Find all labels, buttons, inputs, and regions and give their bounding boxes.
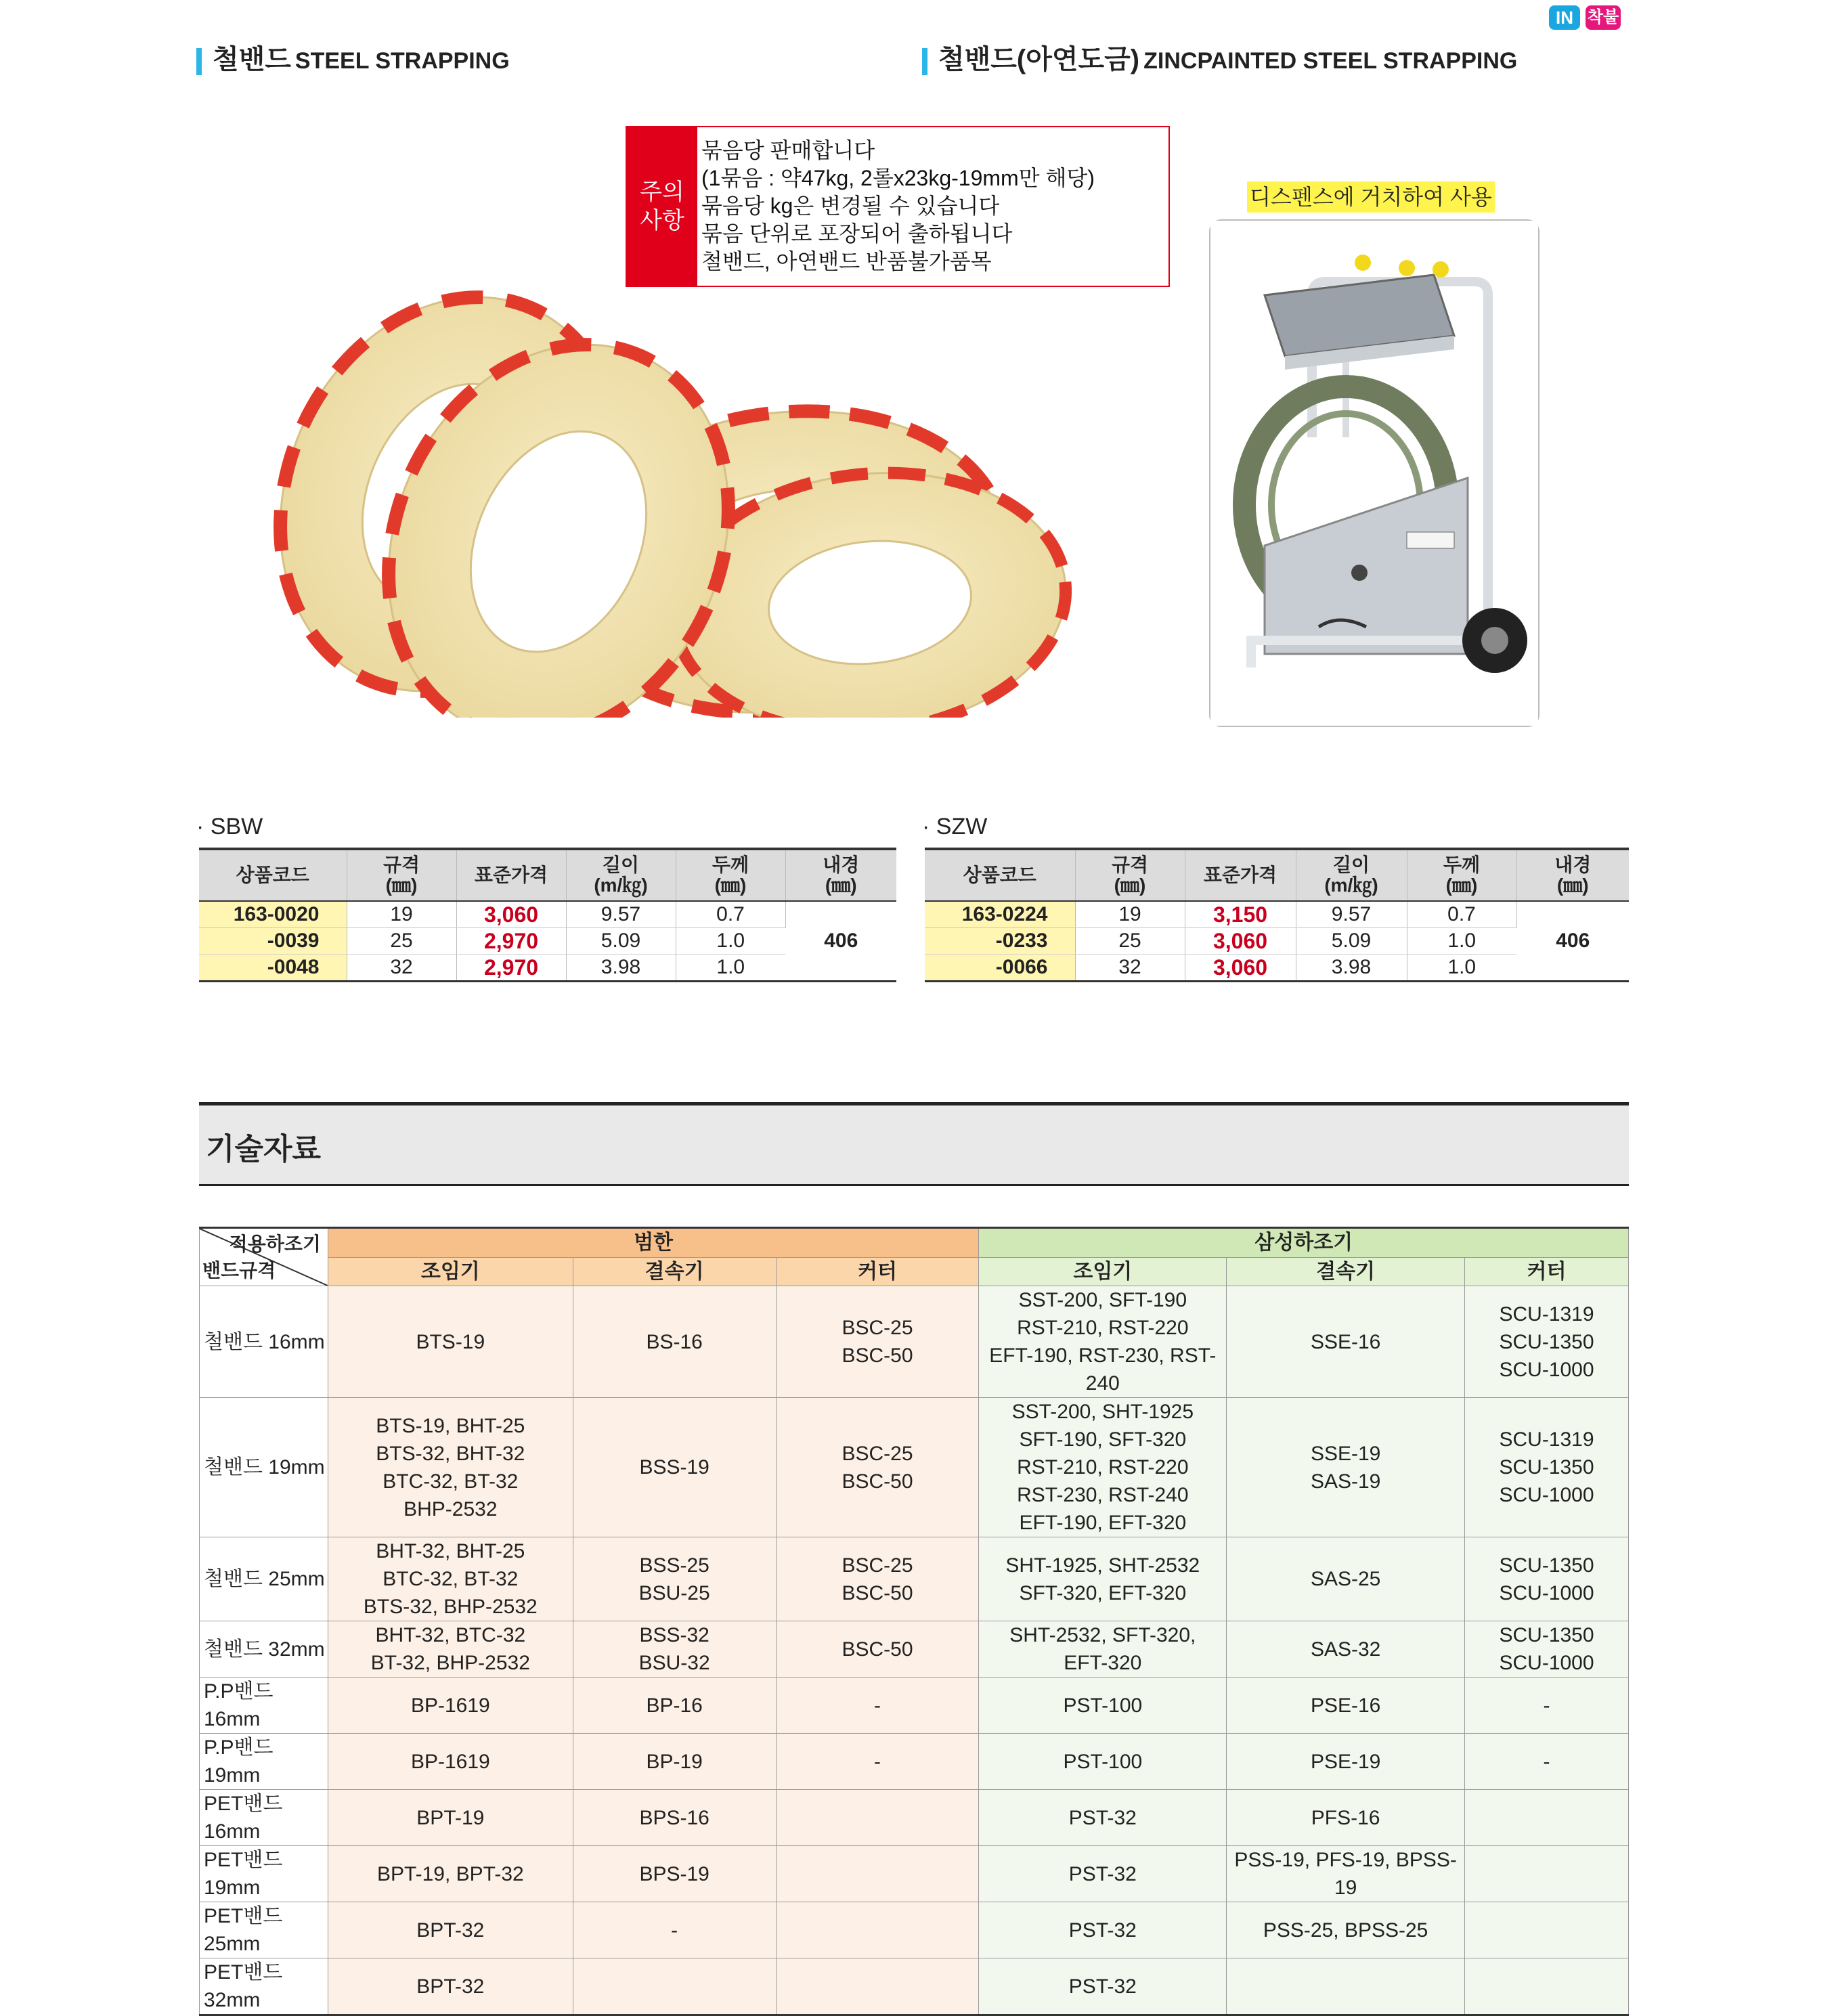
notice-line: 묶음당 kg은 변경될 수 있습니다 — [701, 194, 1000, 218]
table-row — [200, 1286, 1629, 1398]
dispenser-cart-image — [1210, 221, 1538, 726]
band-spec-cell: 철밴드 25mm — [200, 1537, 328, 1621]
notice-line: 묶음당 판매합니다 — [701, 138, 875, 162]
samsung-tensioner: PST-32 — [979, 1846, 1227, 1902]
thickness-cell: 0.7 — [676, 901, 785, 928]
sub-header: 결속기 — [1227, 1257, 1465, 1286]
sbw-header-row — [199, 849, 896, 901]
product-code: -0066 — [925, 955, 1075, 982]
size-cell: 25 — [347, 928, 456, 955]
bumhan-cutter: - — [776, 1678, 979, 1734]
col-header: 길이 (m/㎏) — [566, 849, 676, 901]
table-row — [200, 1537, 1629, 1621]
col-header: 내경 (㎜) — [1516, 849, 1629, 901]
sub-header: 조임기 — [979, 1257, 1227, 1286]
bumhan-tensioner: BP-1619 — [328, 1678, 573, 1734]
notice-line: (1묶음 : 약47kg, 2롤x23kg-19mm만 해당) — [701, 166, 1095, 190]
title-accent-bar — [196, 48, 202, 75]
bumhan-sealer: - — [573, 1902, 776, 1958]
size-cell: 32 — [347, 955, 456, 982]
bumhan-sealer: BPS-19 — [573, 1846, 776, 1902]
col-header: 표준가격 — [456, 849, 566, 901]
bumhan-cutter — [776, 1902, 979, 1958]
steel-coils-image — [267, 271, 1080, 718]
szw-header-row — [925, 849, 1629, 901]
bumhan-tensioner: BPT-19 — [328, 1790, 573, 1846]
col-header: 두께 (㎜) — [676, 849, 785, 901]
corner-bottom-label: 밴드규격 — [202, 1260, 276, 1281]
notice-label-line: 주의 — [640, 179, 684, 205]
bumhan-tensioner: BP-1619 — [328, 1734, 573, 1790]
notice-label — [627, 127, 697, 286]
col-header: 규격 (㎜) — [1075, 849, 1185, 901]
bumhan-tensioner: BTS-19 — [328, 1286, 573, 1398]
sbw-table — [199, 848, 896, 982]
sub-header: 결속기 — [573, 1257, 776, 1286]
tech-data-header — [199, 1102, 1629, 1186]
thickness-cell: 1.0 — [1407, 955, 1516, 982]
samsung-tensioner: PST-32 — [979, 1790, 1227, 1846]
title-ko: 철밴드(아연도금) — [938, 45, 1140, 74]
samsung-sealer: SSE-19 SAS-19 — [1227, 1398, 1465, 1537]
samsung-cutter — [1465, 1846, 1629, 1902]
table-row — [200, 1398, 1629, 1537]
band-spec-cell: P.P밴드 16mm — [200, 1678, 328, 1734]
thickness-cell: 1.0 — [676, 955, 785, 982]
samsung-tensioner: SST-200, SHT-1925 SFT-190, SFT-320 RST-210, RST-220 RST-230, RST-240 EFT-190, EFT-320 — [979, 1398, 1227, 1537]
bumhan-cutter — [776, 1846, 979, 1902]
table-row — [200, 1734, 1629, 1790]
price-cell: 3,060 — [1185, 928, 1296, 955]
bumhan-sealer — [573, 1958, 776, 2015]
sub-header: 커터 — [1465, 1257, 1629, 1286]
band-spec-cell: PET밴드25mm — [200, 1902, 328, 1958]
samsung-sealer: SAS-32 — [1227, 1621, 1465, 1678]
notice-box — [626, 126, 1170, 287]
price-cell: 2,970 — [456, 955, 566, 982]
samsung-tensioner: PST-32 — [979, 1902, 1227, 1958]
sub-header-row — [200, 1257, 1629, 1286]
title-en: STEEL STRAPPING — [294, 48, 510, 74]
col-header: 두께 (㎜) — [1407, 849, 1516, 901]
table-row — [200, 1902, 1629, 1958]
bumhan-sealer: BS-16 — [573, 1286, 776, 1398]
samsung-tensioner: PST-100 — [979, 1734, 1227, 1790]
sbw-label: · SBW — [196, 814, 263, 839]
bumhan-tensioner: BPT-19, BPT-32 — [328, 1846, 573, 1902]
price-cell: 2,970 — [456, 928, 566, 955]
col-header: 규격 (㎜) — [347, 849, 456, 901]
bumhan-cutter — [776, 1958, 979, 2015]
price-cell: 3,060 — [456, 901, 566, 928]
table-row — [200, 1958, 1629, 2015]
length-cell: 5.09 — [1296, 928, 1407, 955]
samsung-tensioner: SST-200, SFT-190 RST-210, RST-220 EFT-190, RST-230, RST-240 — [979, 1286, 1227, 1398]
samsung-cutter — [1465, 1790, 1629, 1846]
size-cell: 25 — [1075, 928, 1185, 955]
coils-svg — [267, 271, 1080, 718]
title-ko: 철밴드 — [213, 45, 291, 74]
length-cell: 9.57 — [566, 901, 676, 928]
bumhan-sealer: BSS-19 — [573, 1398, 776, 1537]
cod-badge: 착불 — [1586, 5, 1621, 30]
bumhan-tensioner: BHT-32, BTC-32 BT-32, BHP-2532 — [328, 1621, 573, 1678]
bumhan-sealer: BSS-25 BSU-25 — [573, 1537, 776, 1621]
bumhan-cutter — [776, 1790, 979, 1846]
bumhan-tensioner: BHT-32, BHT-25 BTC-32, BT-32 BTS-32, BHP-2532 — [328, 1537, 573, 1621]
samsung-tensioner: PST-32 — [979, 1958, 1227, 2015]
corner-top-label: 적용하조기 — [229, 1233, 321, 1254]
band-spec-cell: PET밴드32mm — [200, 1958, 328, 2015]
product-code: -0039 — [199, 928, 347, 955]
thickness-cell: 0.7 — [1407, 901, 1516, 928]
samsung-cutter: - — [1465, 1678, 1629, 1734]
size-cell: 19 — [347, 901, 456, 928]
band-spec-cell: PET밴드16mm — [200, 1790, 328, 1846]
dispenser-image-frame — [1209, 219, 1539, 727]
thickness-cell: 1.0 — [1407, 928, 1516, 955]
samsung-sealer — [1227, 1958, 1465, 2015]
product-code: -0233 — [925, 928, 1075, 955]
steel-strapping-title — [196, 43, 510, 76]
bumhan-tensioner: BTS-19, BHT-25 BTS-32, BHT-32 BTC-32, BT-32 BHP-2532 — [328, 1398, 573, 1537]
col-header: 상품코드 — [925, 849, 1075, 901]
bumhan-cutter: BSC-25 BSC-50 — [776, 1537, 979, 1621]
samsung-sealer: PSS-19, PFS-19, BPSS-19 — [1227, 1846, 1465, 1902]
samsung-sealer: PSS-25, BPSS-25 — [1227, 1902, 1465, 1958]
notice-line: 묶음 단위로 포장되어 출하됩니다 — [701, 221, 1013, 246]
table-row — [200, 1846, 1629, 1902]
table-row — [200, 1621, 1629, 1678]
col-header: 내경 (㎜) — [785, 849, 896, 901]
samsung-sealer: PSE-19 — [1227, 1734, 1465, 1790]
length-cell: 3.98 — [1296, 955, 1407, 982]
bumhan-cutter: BSC-50 — [776, 1621, 979, 1678]
table-row — [925, 901, 1629, 928]
samsung-tensioner: PST-100 — [979, 1678, 1227, 1734]
product-code: 163-0020 — [199, 901, 347, 928]
inner-diameter-cell: 406 — [1516, 901, 1629, 982]
band-spec-cell: 철밴드 19mm — [200, 1398, 328, 1537]
samsung-cutter — [1465, 1958, 1629, 2015]
sub-header: 조임기 — [328, 1257, 573, 1286]
col-header: 상품코드 — [199, 849, 347, 901]
band-spec-cell: 철밴드 16mm — [200, 1286, 328, 1398]
bumhan-sealer: BP-19 — [573, 1734, 776, 1790]
band-spec-cell: 철밴드 32mm — [200, 1621, 328, 1678]
table-row — [199, 901, 896, 928]
length-cell: 5.09 — [566, 928, 676, 955]
samsung-sealer: SAS-25 — [1227, 1537, 1465, 1621]
corner-header — [200, 1228, 328, 1286]
bumhan-sealer: BP-16 — [573, 1678, 776, 1734]
bumhan-tensioner: BPT-32 — [328, 1958, 573, 2015]
band-spec-cell: PET밴드19mm — [200, 1846, 328, 1902]
inner-diameter-cell: 406 — [785, 901, 896, 982]
notice-line: 철밴드, 아연밴드 반품불가품목 — [701, 249, 992, 273]
bumhan-cutter: BSC-25 BSC-50 — [776, 1398, 979, 1537]
samsung-tensioner: SHT-2532, SFT-320, EFT-320 — [979, 1621, 1227, 1678]
samsung-cutter — [1465, 1902, 1629, 1958]
samsung-sealer: PSE-16 — [1227, 1678, 1465, 1734]
zinc-strapping-title — [922, 43, 1517, 76]
group-header-samsung: 삼성하조기 — [979, 1228, 1629, 1258]
in-badge: IN — [1549, 5, 1580, 30]
size-cell: 19 — [1075, 901, 1185, 928]
samsung-cutter: SCU-1350 SCU-1000 — [1465, 1537, 1629, 1621]
title-accent-bar — [922, 48, 927, 75]
sub-header: 커터 — [776, 1257, 979, 1286]
band-spec-cell: P.P밴드 19mm — [200, 1734, 328, 1790]
szw-label: · SZW — [922, 814, 988, 839]
samsung-cutter: - — [1465, 1734, 1629, 1790]
title-en: ZINCPAINTED STEEL STRAPPING — [1143, 48, 1518, 74]
product-code: 163-0224 — [925, 901, 1075, 928]
size-cell: 32 — [1075, 955, 1185, 982]
notice-label-line: 사항 — [640, 208, 684, 234]
bumhan-sealer: BPS-16 — [573, 1790, 776, 1846]
szw-table — [925, 848, 1629, 982]
length-cell: 3.98 — [566, 955, 676, 982]
samsung-sealer: PFS-16 — [1227, 1790, 1465, 1846]
samsung-sealer: SSE-16 — [1227, 1286, 1465, 1398]
samsung-cutter: SCU-1319 SCU-1350 SCU-1000 — [1465, 1398, 1629, 1537]
bumhan-sealer: BSS-32 BSU-32 — [573, 1621, 776, 1678]
length-cell: 9.57 — [1296, 901, 1407, 928]
samsung-cutter: SCU-1319 SCU-1350 SCU-1000 — [1465, 1286, 1629, 1398]
table-row — [200, 1790, 1629, 1846]
price-cell: 3,060 — [1185, 955, 1296, 982]
price-cell: 3,150 — [1185, 901, 1296, 928]
bumhan-cutter: BSC-25 BSC-50 — [776, 1286, 979, 1398]
col-header: 길이 (m/㎏) — [1296, 849, 1407, 901]
col-header: 표준가격 — [1185, 849, 1296, 901]
notice-lines — [701, 137, 1095, 276]
bumhan-tensioner: BPT-32 — [328, 1902, 573, 1958]
compatibility-table — [199, 1227, 1629, 2016]
thickness-cell: 1.0 — [676, 928, 785, 955]
group-header-row — [200, 1228, 1629, 1258]
group-header-bumhan: 범한 — [328, 1228, 979, 1258]
samsung-cutter: SCU-1350 SCU-1000 — [1465, 1621, 1629, 1678]
samsung-tensioner: SHT-1925, SHT-2532 SFT-320, EFT-320 — [979, 1537, 1227, 1621]
bumhan-cutter: - — [776, 1734, 979, 1790]
table-row — [200, 1678, 1629, 1734]
tech-data-title: 기술자료 — [206, 1133, 322, 1166]
product-code: -0048 — [199, 955, 347, 982]
dispenser-caption: 디스펜스에 거치하여 사용 — [1247, 181, 1495, 213]
